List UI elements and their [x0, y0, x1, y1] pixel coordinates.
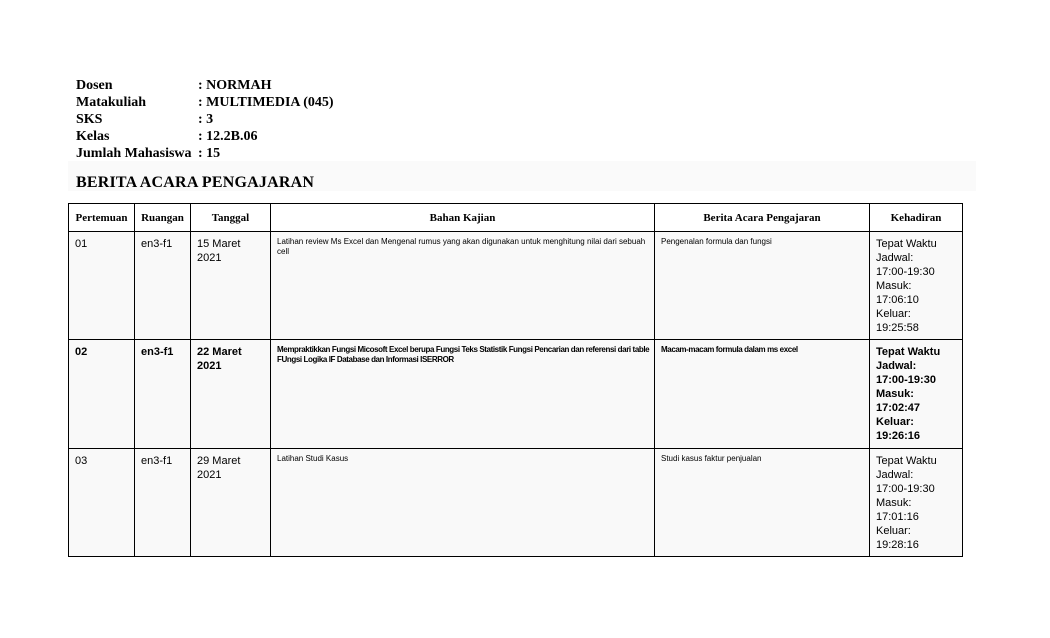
record-text: Macam-macam formula dalam ms excel [661, 345, 798, 354]
attendance-status: Tepat Waktu [876, 238, 937, 250]
info-value: : 3 [198, 112, 214, 127]
check-in-label: Masuk: [876, 280, 912, 292]
check-in-label: Masuk: [876, 388, 914, 400]
record-cell [655, 232, 870, 340]
room-value: en3-f1 [141, 238, 173, 250]
room-cell [135, 449, 191, 557]
check-out-time: 19:28:16 [876, 539, 919, 551]
attendance-cell [870, 340, 963, 449]
room-cell [135, 340, 191, 449]
schedule-time: 17:00-19:30 [876, 266, 935, 278]
schedule-time: 17:00-19:30 [876, 483, 935, 495]
table-row [69, 340, 963, 449]
check-in-label: Masuk: [876, 497, 912, 509]
material-cell [271, 449, 655, 557]
meeting-cell [69, 232, 135, 340]
info-label: Kelas [76, 129, 110, 144]
info-value: : MULTIMEDIA (045) [198, 95, 334, 110]
record-text: Studi kasus faktur penjualan [661, 454, 762, 463]
room-value: en3-f1 [141, 346, 174, 358]
info-value: : 12.2B.06 [198, 129, 258, 144]
info-label: Matakuliah [76, 95, 147, 110]
meeting-number: 02 [75, 346, 88, 358]
check-in-time: 17:06:10 [876, 294, 919, 306]
header-date: Tanggal [191, 204, 271, 232]
check-out-time: 19:25:58 [876, 322, 919, 334]
material-cell [271, 232, 655, 340]
header-material: Bahan Kajian [271, 204, 655, 232]
material-text: Mempraktikkan Fungsi Micosoft Excel berupa Fungsi Teks Statistik Fungsi Pencarian dan referensi dari table FUngsi Logika IF Database dan Informasi ISERROR [277, 345, 650, 364]
info-row-class [76, 128, 334, 145]
info-label: SKS [76, 112, 103, 127]
attendance-cell [870, 232, 963, 340]
record-text: Pengenalan formula dan fungsi [661, 237, 772, 246]
info-row-students [76, 145, 334, 162]
info-label: Jumlah Mahasiswa [76, 146, 192, 161]
table-row [69, 232, 963, 340]
check-out-label: Keluar: [876, 416, 914, 428]
info-value: : 15 [198, 146, 221, 161]
check-out-label: Keluar: [876, 308, 911, 320]
info-row-credits [76, 111, 334, 128]
date-value: 22 Maret 2021 [197, 346, 242, 372]
info-row-course [76, 94, 334, 111]
table-header-row [69, 204, 963, 232]
meeting-number: 01 [75, 238, 88, 250]
date-cell [191, 449, 271, 557]
meeting-number: 03 [75, 455, 88, 467]
info-row-lecturer [76, 77, 334, 94]
header-room: Ruangan [135, 204, 191, 232]
schedule-label: Jadwal: [876, 469, 914, 481]
check-in-time: 17:02:47 [876, 402, 921, 414]
schedule-label: Jadwal: [876, 360, 917, 372]
meeting-cell [69, 449, 135, 557]
date-value: 29 Maret 2021 [197, 455, 241, 481]
material-text: Latihan review Ms Excel dan Mengenal rumus yang akan digunakan untuk menghitung nilai dari sebuah cell [277, 237, 646, 256]
check-in-time: 17:01:16 [876, 511, 919, 523]
date-cell [191, 232, 271, 340]
schedule-time: 17:00-19:30 [876, 374, 936, 386]
check-out-label: Keluar: [876, 525, 911, 537]
record-cell [655, 449, 870, 557]
meeting-cell [69, 340, 135, 449]
info-label: Dosen [76, 78, 113, 93]
date-value: 15 Maret 2021 [197, 238, 241, 264]
material-cell [271, 340, 655, 449]
header-record: Berita Acara Pengajaran [655, 204, 870, 232]
header-attendance: Kehadiran [870, 204, 963, 232]
attendance-cell [870, 449, 963, 557]
material-text: Latihan Studi Kasus [277, 454, 349, 463]
room-cell [135, 232, 191, 340]
teaching-record-table [68, 203, 963, 557]
attendance-status: Tepat Waktu [876, 346, 941, 358]
check-out-time: 19:26:16 [876, 430, 921, 442]
record-cell [655, 340, 870, 449]
attendance-status: Tepat Waktu [876, 455, 937, 467]
header-meeting: Pertemuan [69, 204, 135, 232]
course-info [76, 77, 334, 162]
room-value: en3-f1 [141, 455, 173, 467]
page-title: BERITA ACARA PENGAJARAN [76, 174, 315, 191]
schedule-label: Jadwal: [876, 252, 914, 264]
date-cell [191, 340, 271, 449]
table-row [69, 449, 963, 557]
info-value: : NORMAH [198, 78, 272, 93]
